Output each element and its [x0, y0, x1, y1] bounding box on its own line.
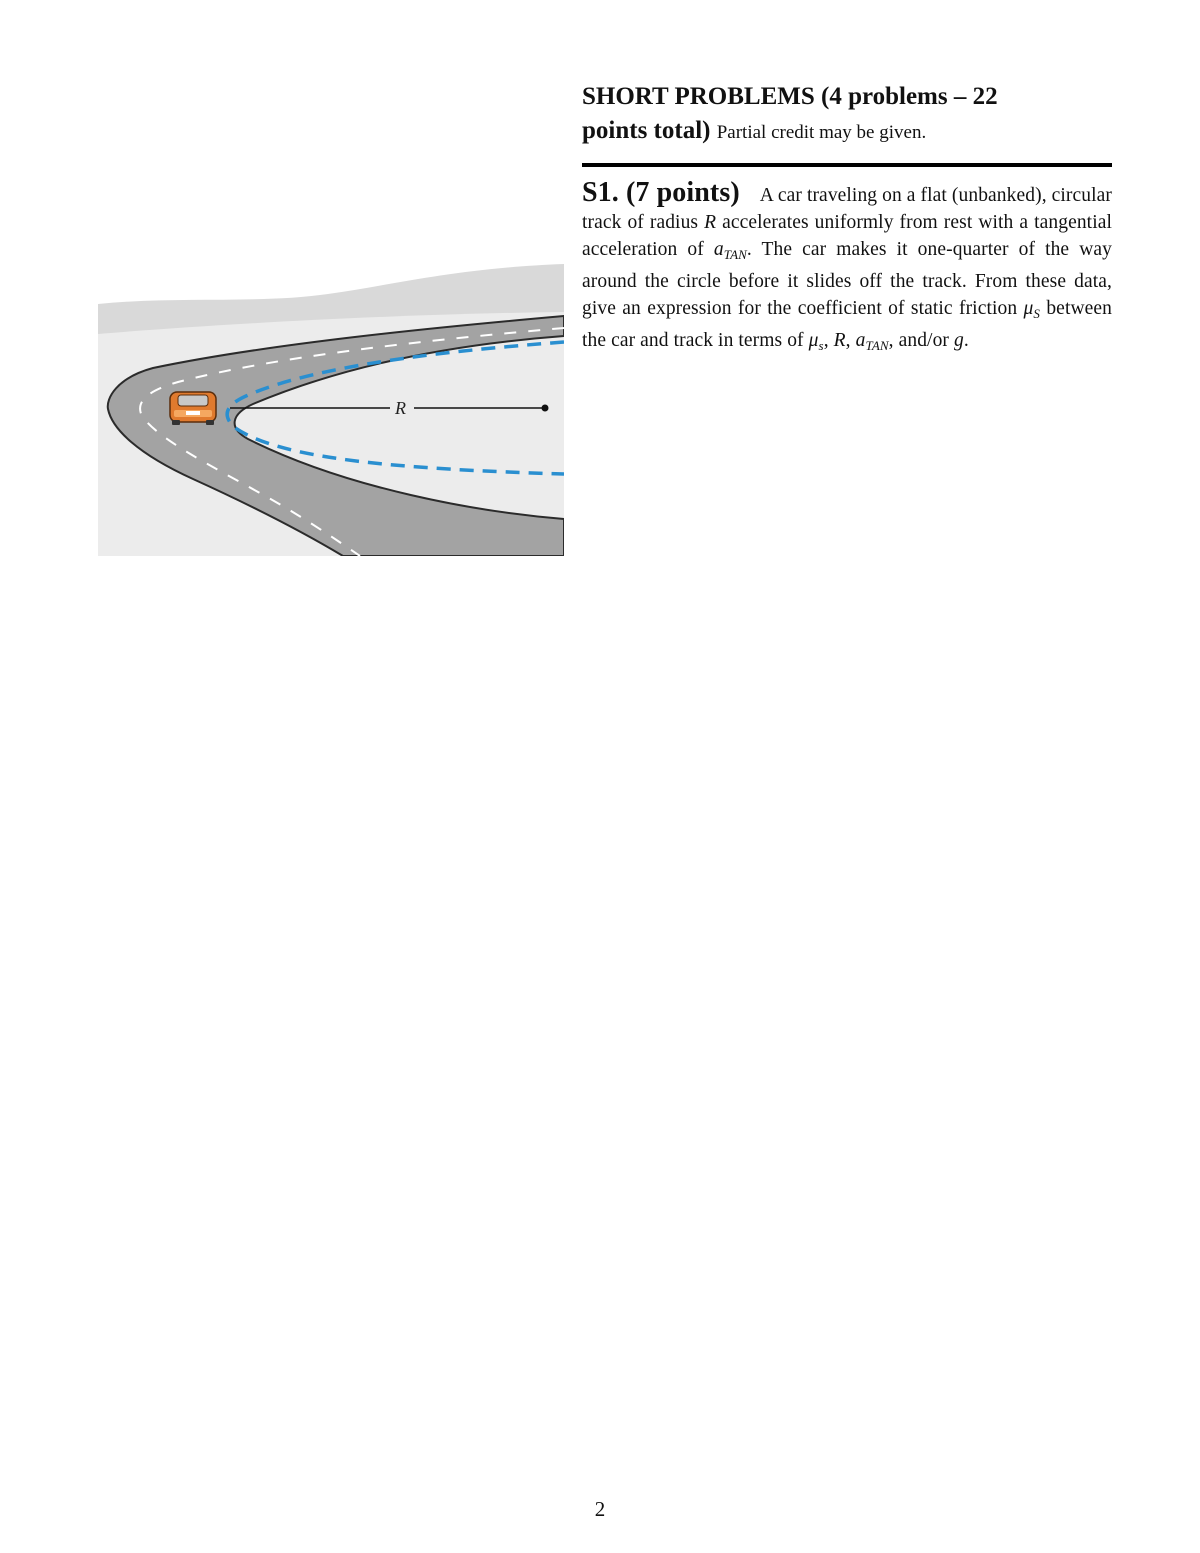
terms-sep-2: , — [845, 330, 856, 351]
terms-sep-1: , — [823, 330, 834, 351]
car-icon — [170, 392, 216, 425]
problem-text-1: A car traveling on a flat (unbanked), circular track of radius — [582, 185, 1112, 233]
problem-text-4: between the car and track in terms of — [582, 298, 1112, 351]
problem-text-5: , and/or — [888, 330, 954, 351]
center-point — [542, 405, 549, 412]
var-g: g — [954, 330, 964, 351]
var-a-sub: TAN — [723, 247, 747, 262]
terms-mu: μ — [808, 330, 819, 351]
problem-s1 — [582, 179, 1112, 359]
heading-partial-credit: Partial credit may be given. — [716, 122, 927, 143]
radius-label: R — [395, 398, 406, 418]
page-number: 2 — [594, 1497, 606, 1521]
problem-text-3: . The car makes it one-quarter of the way around the circle before it slides off the track. From these data, give an expression for the coefficient of static friction — [582, 239, 1112, 319]
var-mu-sub: S — [1033, 306, 1041, 321]
circular-track-illustration — [98, 264, 564, 556]
terms-a: a — [855, 330, 866, 351]
problem-text-column — [582, 80, 1112, 379]
track-figure — [98, 264, 564, 556]
problem-text-2: accelerates uniformly from rest with a tangential acceleration of — [582, 212, 1112, 260]
terms-a-sub: TAN — [865, 338, 889, 353]
problem-text-6: . — [963, 330, 969, 351]
section-divider — [582, 163, 1112, 167]
section-heading — [582, 80, 1112, 150]
terms-R: R — [833, 330, 846, 351]
terms-mu-sub: s — [818, 338, 824, 353]
problem-label: S1. (7 points) — [582, 177, 740, 208]
heading-points-total: points total) — [582, 117, 711, 144]
var-a: a — [713, 239, 724, 260]
heading-line1: SHORT PROBLEMS (4 problems – 22 — [582, 83, 998, 110]
var-mu: μ — [1023, 298, 1034, 319]
var-R: R — [704, 212, 717, 233]
